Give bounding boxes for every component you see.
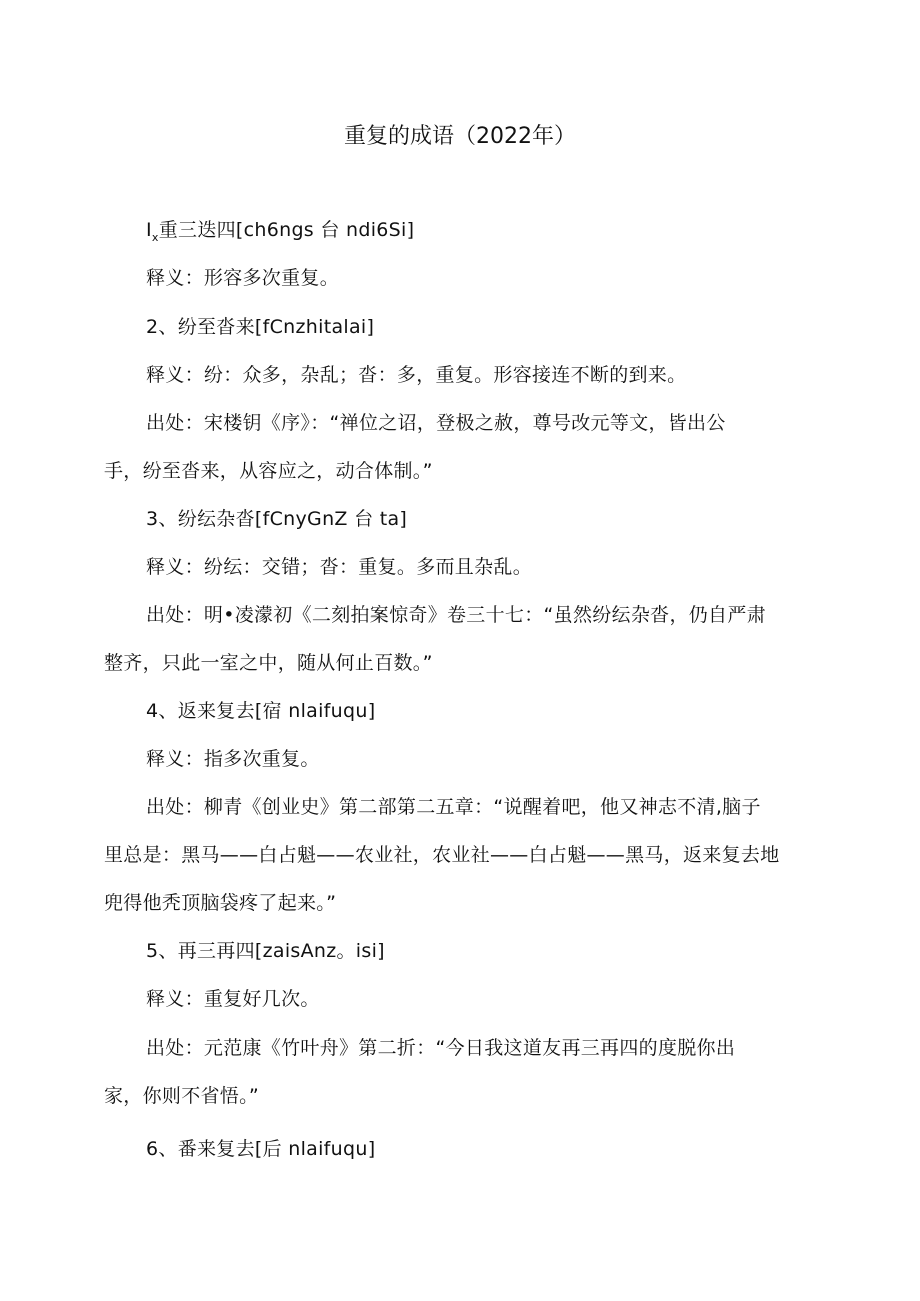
idiom-heading-5: 5、再三再四[zaisAnz。isi] [146,940,385,962]
idiom-heading-3: 3、纷纭杂沓[fCnyGnZ 台 ta] [146,508,408,530]
definition-1: 释义：形容多次重复。 [146,267,340,289]
source-5: 出处：元范康《竹叶舟》第二折：“今日我这道友再三再四的度脱你出 [146,1037,736,1059]
page-title: 重复的成语（2022年） [344,124,576,149]
definition-4: 释义：指多次重复。 [146,748,320,770]
source-4: 出处：柳青《创业史》第二部第二五章：“说醒着吧，他又神志不清,脑子 [146,796,761,818]
idiom-heading-2: 2、纷至沓来[fCnzhitalai] [146,316,375,338]
source-4-cont-1: 里总是：黑马——白占魁——农业社，农业社——白占魁——黑马，返来复去地 [104,844,780,866]
definition-2: 释义：纷：众多，杂乱；沓：多，重复。形容接连不断的到来。 [146,364,687,386]
source-5-cont: 家，你则不省悟。” [104,1085,260,1107]
source-2-cont: 手，纷至沓来，从容应之，动合体制。” [104,460,433,482]
idiom-heading-6: 6、番来复去[后 nlaifuqu] [146,1138,376,1160]
item-number: I [146,219,152,241]
source-4-cont-2: 兜得他秃顶脑袋疼了起来。” [104,892,337,914]
source-3-cont: 整齐，只此一室之中，随从何止百数。” [104,652,433,674]
idiom-heading-1 [146,217,414,243]
item-number-sub: x [151,230,159,244]
source-2: 出处：宋楼钥《序》：“禅位之诏，登极之赦，尊号改元等文，皆出公 [146,412,726,434]
source-3: 出处：明•凌濛初《二刻拍案惊奇》卷三十七：“虽然纷纭杂沓，仍自严肃 [146,604,766,626]
definition-5: 释义：重复好几次。 [146,988,320,1010]
idiom-text: 重三迭四[ch6ngs 台 ndi6Si] [158,219,415,241]
idiom-heading-4: 4、返来复去[宿 nlaifuqu] [146,700,376,722]
definition-3: 释义：纷纭：交错；沓：重复。多而且杂乱。 [146,556,533,578]
